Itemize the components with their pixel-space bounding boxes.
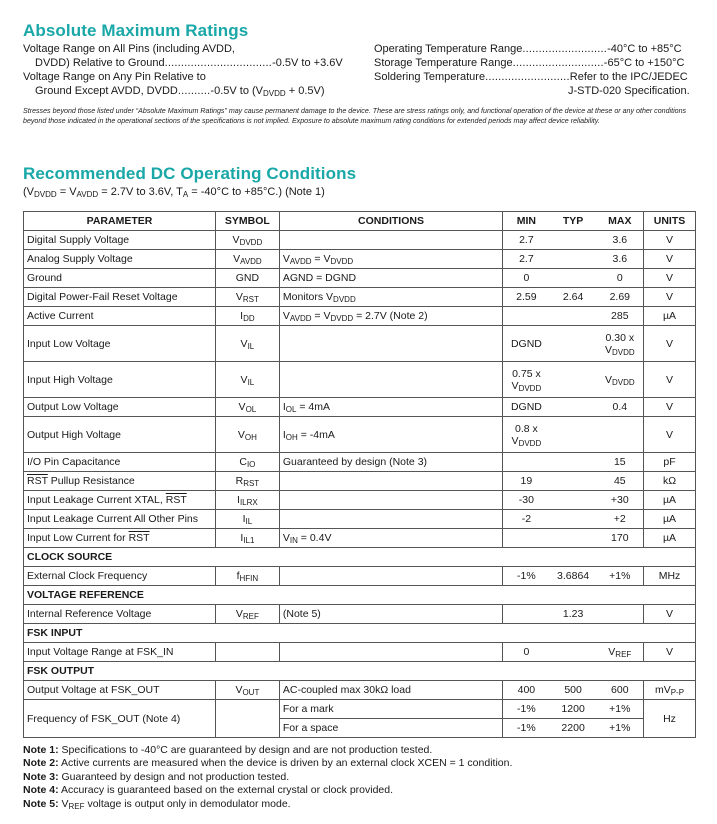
dc-conditions-table <box>23 211 696 738</box>
header-min: MIN <box>503 212 550 231</box>
section-fsk-output: FSK OUTPUT <box>24 662 696 681</box>
table-row: Input High Voltage $V_{IL}$ 0.75 x $V_{DVDD}$ $V_{DVDD}$ V <box>24 362 696 398</box>
table-row: Input Voltage Range at FSK_IN 0 $V_{REF}$ V <box>24 643 696 662</box>
header-units: UNITS <box>644 212 696 231</box>
table-row: Input Leakage Current XTAL, $\overline{RST}$ $I_{ILRX}$ -30 +30 µA <box>24 491 696 510</box>
header-symbol: SYMBOL <box>215 212 279 231</box>
table-row: Internal Reference Voltage $V_{REF}$ (Note 5) 1.23 V <box>24 605 696 624</box>
section-voltage-reference: VOLTAGE REFERENCE <box>24 586 696 605</box>
section-fsk-input: FSK INPUT <box>24 624 696 643</box>
header-parameter: PARAMETER <box>24 212 216 231</box>
amr-soldering-temp: Soldering Temperature..........................Refer to the IPC/JEDEC <box>374 71 688 83</box>
note-3: Note 3: Guaranteed by design and not production tested. <box>23 770 290 783</box>
table-row: $\overline{RST}$ Pullup Resistance $R_{RST}$ 19 45 kΩ <box>24 472 696 491</box>
absolute-max-ratings-title: Absolute Maximum Ratings <box>23 21 249 40</box>
table-row: Output High Voltage $V_{OH}$ $I_{OH} = -4mA$ 0.8 x $V_{DVDD}$ V <box>24 417 696 453</box>
amr-item-2-line2: Ground Except AVDD, DVDD..........-0.5V to $(V_{DVDD} + 0.5V)$ <box>35 85 325 98</box>
table-row: Input Low Voltage $V_{IL}$ DGND 0.30 x $V_{DVDD}$ V <box>24 326 696 362</box>
table-row: External Clock Frequency $f_{HFIN}$ -1% 3.6864 +1% MHz <box>24 567 696 586</box>
note-1: Note 1: Specifications to -40°C are guaranteed by design and are not production tested. <box>23 744 433 756</box>
table-row: Ground GND AGND = DGND 0 0 V <box>24 269 696 288</box>
header-max: MAX <box>597 212 644 231</box>
table-row: Active Current $I_{DD}$ $V_{AVDD} = V_{DVDD} = 2.7V$ (Note 2) 285 µA <box>24 307 696 326</box>
header-typ: TYP <box>550 212 597 231</box>
table-row: Digital Power-Fail Reset Voltage $V_{RST}$ Monitors $V_{DVDD}$ 2.59 2.64 2.69 V <box>24 288 696 307</box>
table-row: Input Leakage Current All Other Pins $I_{IL}$ -2 +2 µA <box>24 510 696 529</box>
dc-conditions-title: Recommended DC Operating Conditions <box>23 164 357 183</box>
header-conditions: CONDITIONS <box>279 212 502 231</box>
dc-conditions-subtitle: ($V_{DVDD} = V_{AVDD} = 2.7V$ to 3.6V, $T_A = -40^\circ C$ to +85°C.) (Note 1) <box>23 186 325 199</box>
amr-item-1-value: -0.5V to +3.6V <box>272 57 343 69</box>
table-row: I/O Pin Capacitance $C_{IO}$ Guaranteed by design (Note 3) 15 pF <box>24 453 696 472</box>
amr-item-1-line1: Voltage Range on All Pins (including AVDD, <box>23 43 235 55</box>
table-row: Input Low Current for $\overline{RST}$ $I_{IL1}$ $V_{IN} = 0.4V$ 170 µA <box>24 529 696 548</box>
note-4: Note 4: Accuracy is guaranteed based on the external crystal or clock provided. <box>23 784 394 797</box>
amr-item-2-line1: Voltage Range on Any Pin Relative to <box>23 71 206 83</box>
table-row: Frequency of FSK_OUT (Note 4) For a mark -1% 1200 +1% Hz <box>24 700 696 719</box>
table-row: Output Voltage at FSK_OUT $V_{OUT}$ AC-coupled max 30kΩ load 400 500 600 $mV_{P-P}$ <box>24 681 696 700</box>
section-clock-source: CLOCK SOURCE <box>24 548 696 567</box>
table-row: Digital Supply Voltage $V_{DVDD}$ 2.7 3.6 V <box>24 231 696 250</box>
amr-soldering-temp-line2: J-STD-020 Specification. <box>568 85 690 97</box>
table-row: For a space -1% 2200 +1% <box>24 719 696 738</box>
amr-item-1-line2: DVDD) Relative to Ground.................................-0.5V to +3.6V <box>35 57 343 69</box>
note-2: Note 2: Active currents are measured when the device is driven by an external clock XCEN = 1 condition. <box>23 757 513 770</box>
table-header-row <box>24 212 696 231</box>
note-5: Note 5: $V_{REF}$ voltage is output only in demodulator mode. <box>23 797 291 811</box>
amr-operating-temp: Operating Temperature Range..........................-40°C to +85°C <box>374 43 682 55</box>
notes-section <box>23 744 512 811</box>
table-row: Analog Supply Voltage $V_{AVDD}$ $V_{AVDD} = V_{DVDD}$ 2.7 3.6 V <box>24 250 696 269</box>
stress-disclaimer: Stresses beyond those listed under “Absolute Maximum Ratings” may cause permanent damage to the device. These are stress ratings only, and functional operation of the device at these or any other conditions beyond those indicated in the operational sections of the specifications is not implied. Exposure to absolute maximum rating conditions for extended periods may affect device reliability. <box>23 107 687 125</box>
amr-storage-temp: Storage Temperature Range............................-65°C to +150°C <box>374 57 685 69</box>
table-row: Output Low Voltage $V_{OL}$ $I_{OL} = 4mA$ DGND 0.4 V <box>24 398 696 417</box>
